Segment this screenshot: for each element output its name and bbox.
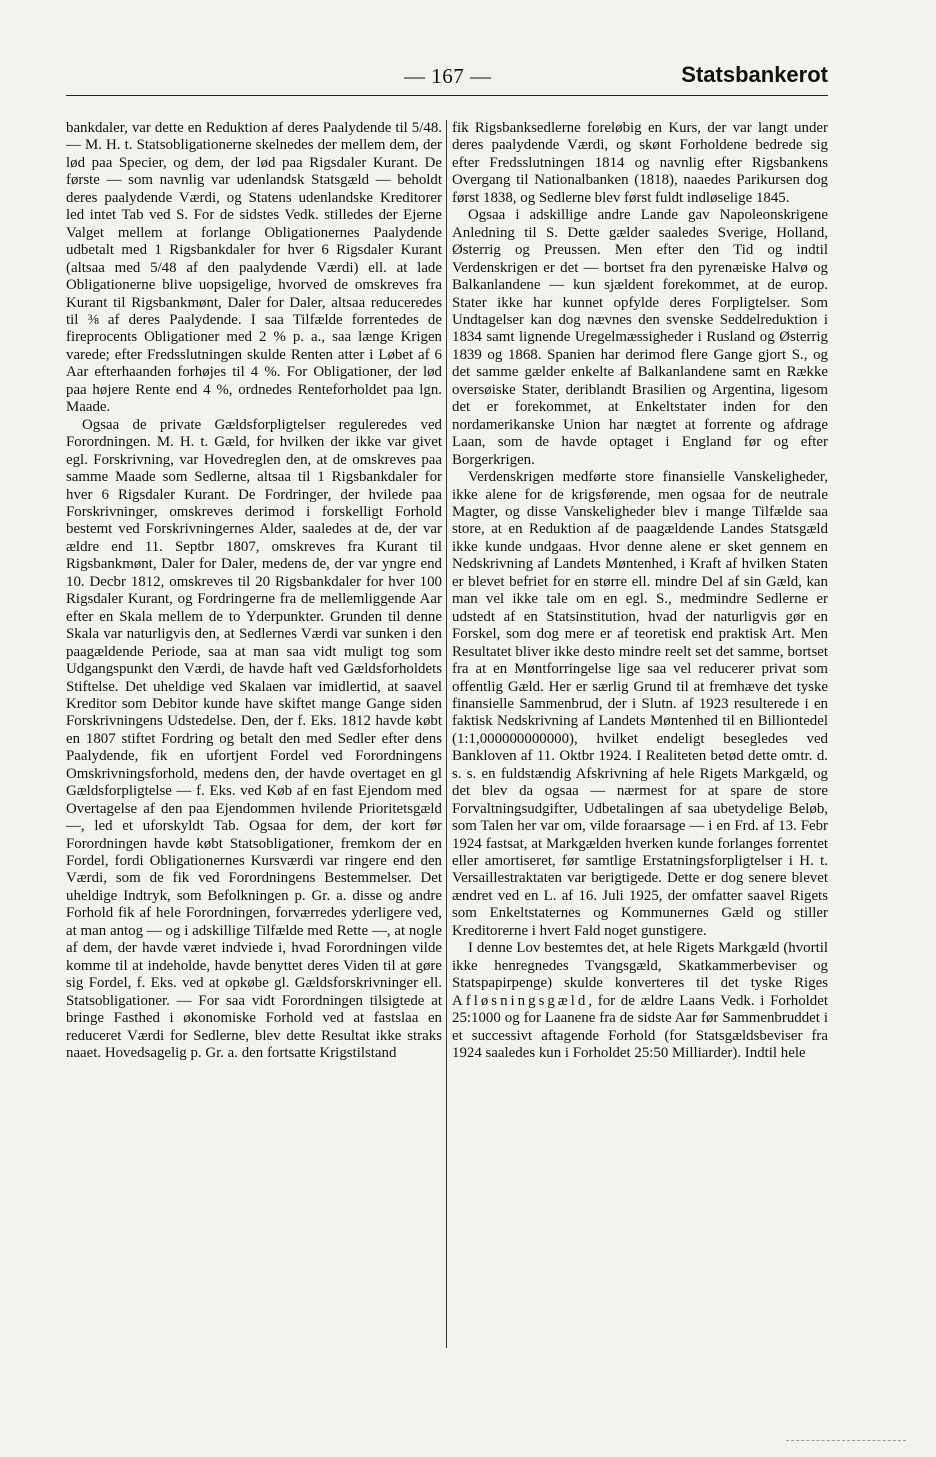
paragraph-4-text-after: , for de ældre Laans Vedk. i Forholdet 25:1000 og for Laanene fra de sidste Aar før Sammenbruddet i et successivt aftagende Forhold (for Statsgældsbeviser fra 1924 saaledes kun i Forholdet 25:50 Milliarder). Indtil hele — [452, 992, 828, 1062]
page-header — [66, 64, 828, 92]
column-divider — [446, 120, 447, 1348]
right-paragraph-1: fik Rigsbanksedlerne foreløbig en Kurs, der var langt under deres paalydende Værdi, og skønt Forholdene bedrede sig efter Fredsslutningen 1814 og navnlig efter Rigsbankens Overgang til Nationalbanken (1818), naaedes Parikursen dog først 1838, og Sedlerne blev først fuldt indløselige 1845. — [452, 120, 828, 206]
right-paragraph-4 — [452, 940, 828, 1062]
spaced-term: Afløsningsgæld — [452, 992, 589, 1009]
right-paragraph-2: Ogsaa i adskillige andre Lande gav Napoleonskrigene Anledning til S. Dette gælder saaledes Sverige, Holland, Østerrig og Preussen. Men efter den Tid og indtil Verdenskrigen er det — bortset fra den pyrenæiske Halvø og Balkanlandene — kun sjældent forekommet, at de europ. Stater ikke har kunnet opfylde deres Forpligtelser. Som Undtagelser kan dog nævnes den svenske Seddelreduktion i 1834 samt lignende Uregelmæssigheder i Rusland og Østerrig 1839 og 1868. Spanien har derimod flere Gange gjort S., og det samme gælder enkelte af Balkanlandene samt en Række oversøiske Stater, deriblandt Brasilien og Argentina, ligesom det er forekommet, at Enkeltstater inden for den nordamerikanske Union har nægtet at forrente og afdrage Laan, som de havde optaget i England før og efter Borgerkrigen. — [452, 207, 828, 468]
left-paragraph-1: bankdaler, var dette en Reduktion af deres Paalydende til 5/48. — M. H. t. Statsobligationerne skelnedes der mellem dem, der lød paa Specier, og dem, der lød paa Rigsdaler Kurant. De første — som navnlig var udenlandsk Statsgæld — beholdt deres paalydende Værdi, og Statens udenlandske Kreditorer led intet Tab ved S. For de sidstes Vedk. stilledes der Ejerne Valget mellem at forlange Obligationernes Paalydende udbetalt med 1 Rigsbankdaler for hver 6 Rigsdaler Kurant (altsaa med 5/48 af den paalydende Værdi) ell. at lade Obligationerne blive uopsigelige, hvorved de omskreves fra Kurant til Rigsbankmønt, Daler for Daler, altsaa reduceredes til ⅜ af deres Paalydende. I saa Tilfælde forrentedes de fireprocents Obligationer med 2 % p. a., saa længe Krigen varede; efter Fredsslutningen skulde Renten atter i Løbet af 6 Aar efterhaanden forhøjes til 4 %. For Obligationer, der lød paa højere Rente end 4 %, ordnedes Renteforholdet paa lgn. Maade. — [66, 120, 442, 416]
right-column — [452, 120, 828, 1350]
right-paragraph-3: Verdenskrigen medførte store finansielle Vanskeligheder, ikke alene for de krigsførende, men ogsaa for de neutrale Magter, og disse Vanskeligheder blev i mange Tilfælde saa store, at en Reduktion af de paagældende Landes Statsgæld ikke kunde undgaas. Hvor denne alene er sket gennem en Nedskrivning af Landets Møntenhed, i Kraft af hvilken Staten er blevet befriet for en større ell. mindre Del af sin Gæld, kan man vel ikke tale om en egl. S., medmindre Sedlerne er udstedt af en Statsinstitution, hvad der naturligvis gør en Forskel, som dog mere er af teoretisk end praktisk Art. Men Resultatet bliver ikke desto mindre reelt set det samme, bortset fra at en Møntforringelse lige saa vel reducerer privat som offentlig Gæld. Her er særlig Grund til at fremhæve det tyske finansielle Sammenbrud, der i Slutn. af 1923 resulterede i en faktisk Nedskrivning af Landets Møntenhed til en Billiontedel (1:1,000000000000), hvilket endeligt besegledes ved Bankloven af 11. Oktbr 1924. I Realiteten betød dette omtr. d. s. s. en fuldstændig Afskrivning af hele Rigets Markgæld, og det blev da ogsaa — nærmest for at spare de store Forvaltningsudgifter, Udbetalingen af saa ubetydelige Beløb, som Talen her var om, vilde foraarsage — i en Frd. af 13. Febr 1924 fastsat, at Markgælden hverken kunde forlanges forrentet eller amortiseret, før samtlige Erstatningsforpligtelser i H. t. Versaillestraktaten var berigtigede. Dette er dog senere blevet ændret ved en L. af 16. Juli 1925, der omfatter saavel Rigets som Enkeltstaternes og Kommunernes Gæld og stiller Kreditorerne i hvert Fald noget gunstigere. — [452, 469, 828, 939]
running-title: Statsbankerot — [681, 62, 828, 87]
paragraph-4-text-before: I denne Lov bestemtes det, at hele Rigets Markgæld (hvortil ikke henregnedes Tvangsgæld, Skatkammerbeviser og Statspapirpenge) skulde konverteres til det tyske Riges — [452, 940, 828, 992]
left-column — [66, 120, 442, 1350]
page-number: — 167 — — [404, 64, 492, 88]
header-rule — [66, 95, 828, 96]
footer-mark — [786, 1440, 906, 1441]
left-paragraph-2: Ogsaa de private Gældsforpligtelser reguleredes ved Forordningen. M. H. t. Gæld, for hvilken der ikke var givet egl. Forskrivning, var Hovedreglen den, at de omskreves paa samme Maade som Sedlerne, altsaa til 1 Rigsbankdaler for hver 6 Rigsdaler Kurant. De Fordringer, der hvilede paa Forskrivninger, omskreves derimod i forskelligt Forhold bestemt ved Forskrivningernes Alder, saaledes at de, der var ældre end 11. Septbr 1807, omskreves fra Kurant til Rigsbankmønt, Daler for Daler, medens de, der var yngre end 10. Decbr 1812, omskreves til 20 Rigsbankdaler for hver 100 Rigsdaler Kurant, og Fordringerne fra de mellemliggende Aar efter en Skala mellem de to Yderpunkter. Grunden til denne Skala var naturligvis den, at Sedlernes Værdi var sunken i den paagældende Periode, saa at man saa vidt muligt tog som Udgangspunkt den Værdi, de havde haft ved Gældsforholdets Stiftelse. Det uheldige ved Skalaen var imidlertid, at saavel Kreditor som Debitor kunde have skiftet mange Gange siden Forskrivningens Udstedelse. Den, der f. Eks. 1812 havde købt en 1807 stiftet Fordring og betalt den med Sedler efter dens Paalydende, fik en ufortjent Fordel ved Forordningens Omskrivningsforhold, medens den, der havde overtaget en gl Gældsforpligtelse — f. Eks. ved Køb af en fast Ejendom med Overtagelse af den paa Ejendommen hvilende Prioritetsgæld —, led et uforskyldt Tab. Ogsaa for dem, der kort før Forordningen havde købt Statsobligationer, fremkom der en Fordel, fordi Obligationernes Kursværdi var ringere end den Værdi, som de fik ved Forordningens Bestemmelser. Det uheldige Indtryk, som Befolkningen p. Gr. a. disse og andre Forhold fik af hele Forordningen, forværredes yderligere ved, at man antog — og i adskillige Tilfælde med Rette —, at nogle af dem, der havde været indviede i, hvad Forordningen vilde komme til at indeholde, havde benyttet deres Viden til at gøre sig Fordel, f. Eks. ved at opkøbe gl. Gældsforskrivninger ell. Statsobligationer. — For saa vidt Forordningen tilsigtede at bringe Fasthed i økonomiske Forhold ved at fastslaa en reduceret Værdi for Sedlerne, blev dette Resultat ikke straks naaet. Hovedsagelig p. Gr. a. den fortsatte Krigstilstand — [66, 416, 442, 1062]
